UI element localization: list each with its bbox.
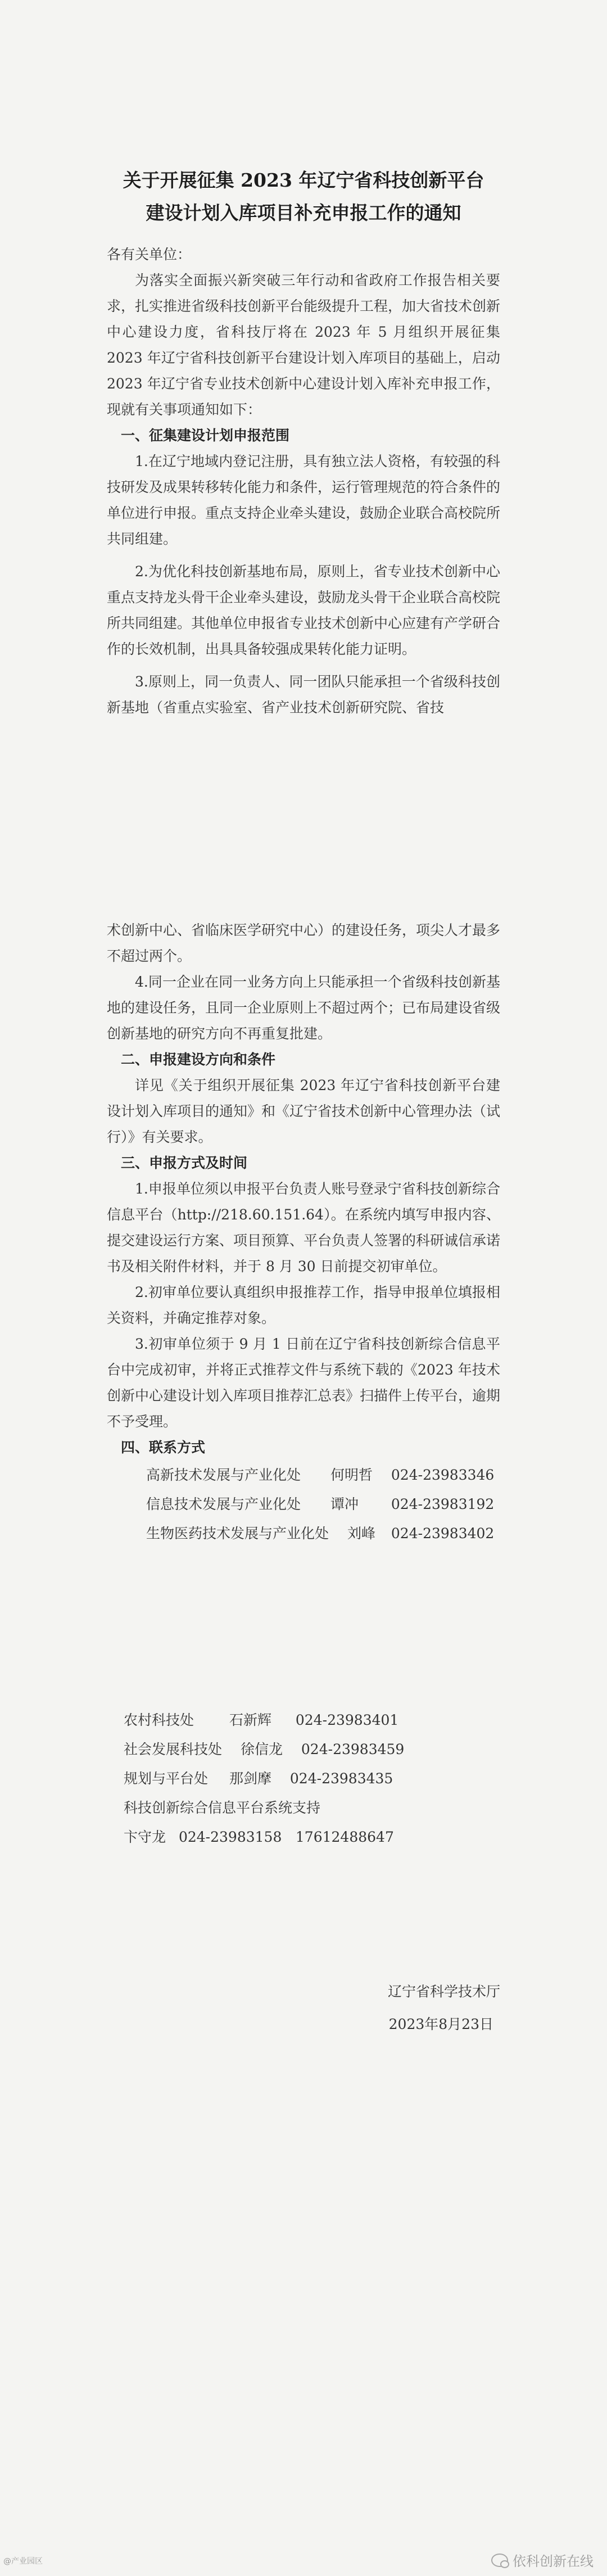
contact-person: 石新辉 [229, 1712, 271, 1728]
notice-body-part-1 [107, 242, 500, 2041]
support-phone-2: 17612488647 [295, 1829, 394, 1845]
contact-list-2 [124, 1706, 500, 1852]
paragraph-7: 2.初审单位要认真组织申报推荐工作，指导申报单位填报相关资料，并确定推荐对象。 [107, 1284, 500, 1326]
contact-phone: 024-23983192 [391, 1496, 495, 1512]
signature-date: 2023年8月23日 [388, 2016, 493, 2032]
contact-phone: 024-23983401 [295, 1712, 399, 1728]
contact-row [146, 1461, 500, 1490]
contact-dept: 信息技术发展与产业化处 [146, 1496, 301, 1512]
contact-dept: 规划与平台处 [124, 1770, 209, 1787]
support-person: 卞守龙 [124, 1829, 166, 1845]
contact-row [124, 1706, 500, 1735]
contact-row [146, 1490, 500, 1519]
contact-person: 谭冲 [330, 1496, 359, 1512]
contact-phone: 024-23983402 [391, 1525, 495, 1542]
contact-phone: 024-23983346 [391, 1467, 495, 1483]
signature-org: 辽宁省科学技术厅 [387, 1983, 500, 2000]
watermark-text: 依科创新在线 [513, 2554, 594, 2569]
intro-paragraph: 为落实全面振兴新突破三年行动和省政府工作报告相关要求，扎实推进省级科技创新平台能级提升工程，加大省技术创新中心建设力度，省科技厅将在 2023 年 5 月组织开展征集 2023 年辽宁省科技创新平台建设计划入库项目的基础上，启动 2023 年辽宁省专业技术创新中心建设计划入库补充申报工作，现就有关事项通知如下： [107, 272, 501, 418]
wechat-icon [491, 2554, 508, 2567]
contact-dept: 高新技术发展与产业化处 [146, 1467, 301, 1483]
support-row [124, 1823, 500, 1852]
section-heading-1: 一、征集建设计划申报范围 [121, 427, 290, 444]
contact-phone: 024-23983435 [289, 1770, 393, 1787]
contact-person: 那剑摩 [229, 1770, 271, 1787]
contact-row [146, 1519, 500, 1548]
paragraph-3-start: 3.原则上，同一负责人、同一团队只能承担一个省级科技创新基地（省重点实验室、省产业技术创新研究院、省技 [107, 674, 500, 716]
section-heading-2: 二、申报建设方向和条件 [121, 1051, 276, 1068]
paragraph-2: 2.为优化科技创新基地布局，原则上，省专业技术创新中心重点支持龙头骨干企业牵头建设，鼓励龙头骨干企业联合高校院所共同组建。其他单位申报省专业技术创新中心应建有产学研合作的长效机制，出具具备较强成果转化能力证明。 [107, 563, 501, 657]
contact-person: 刘峰 [347, 1525, 375, 1542]
contact-dept: 生物医药技术发展与产业化处 [146, 1525, 329, 1542]
paragraph-5: 详见《关于组织开展征集 2023 年辽宁省科技创新平台建设计划入库项目的通知》和《辽宁省技术创新中心管理办法（试行）》有关要求。 [107, 1077, 501, 1145]
title-line-2: 建设计划入库项目补充申报工作的通知 [146, 202, 461, 224]
paragraph-4: 4.同一企业在同一业务方向上只能承担一个省级科技创新基地的建设任务，且同一企业原则上不超过两个；已布局建设省级创新基地的研究方向不再重复批建。 [107, 974, 501, 1042]
paragraph-8: 3.初审单位须于 9 月 1 日前在辽宁省科技创新综合信息平台中完成初审，并将正式推荐文件与系统下载的《2023 年技术创新中心建设计划入库项目推荐汇总表》扫描件上传平台，逾期不予受理。 [107, 1336, 501, 1430]
watermark [491, 2550, 594, 2570]
contact-dept: 农村科技处 [124, 1712, 194, 1728]
contact-dept: 社会发展科技处 [124, 1741, 223, 1757]
section-heading-3: 三、申报方式及时间 [121, 1155, 248, 1171]
salutation: 各有关单位： [107, 246, 192, 263]
support-phone-1: 024-23983158 [178, 1829, 282, 1845]
contact-phone: 024-23983459 [301, 1741, 405, 1757]
signature-block [107, 1976, 500, 2041]
document-title [0, 164, 607, 229]
contact-row [124, 1735, 500, 1764]
corner-mark: @产业园区 [3, 2557, 43, 2566]
contact-person: 徐信龙 [240, 1741, 283, 1757]
contact-list-1 [146, 1461, 500, 1548]
paragraph-6: 1.申报单位须以申报平台负责人账号登录宁省科技创新综合信息平台（http://218.60.151.64）。在系统内填写申报内容、提交建设运行方案、项目预算、平台负责人签署的科研诚信承诺书及相关附件材料，并于 8 月 30 日前提交初审单位。 [107, 1181, 501, 1275]
support-label: 科技创新综合信息平台系统支持 [124, 1800, 321, 1816]
section-heading-4: 四、联系方式 [121, 1439, 206, 1456]
contact-row [124, 1764, 500, 1793]
title-line-1: 关于开展征集 2023 年辽宁省科技创新平台 [123, 169, 484, 191]
paragraph-1: 1.在辽宁地域内登记注册，具有独立法人资格，有较强的科技研发及成果转移转化能力和条件，运行管理规范的符合条件的单位进行申报。重点支持企业牵头建设，鼓励企业联合高校院所共同组建。 [107, 453, 501, 547]
paragraph-3-end: 术创新中心、省临床医学研究中心）的建设任务，项尖人才最多不超过两个。 [107, 922, 501, 964]
contact-person: 何明哲 [330, 1467, 373, 1483]
